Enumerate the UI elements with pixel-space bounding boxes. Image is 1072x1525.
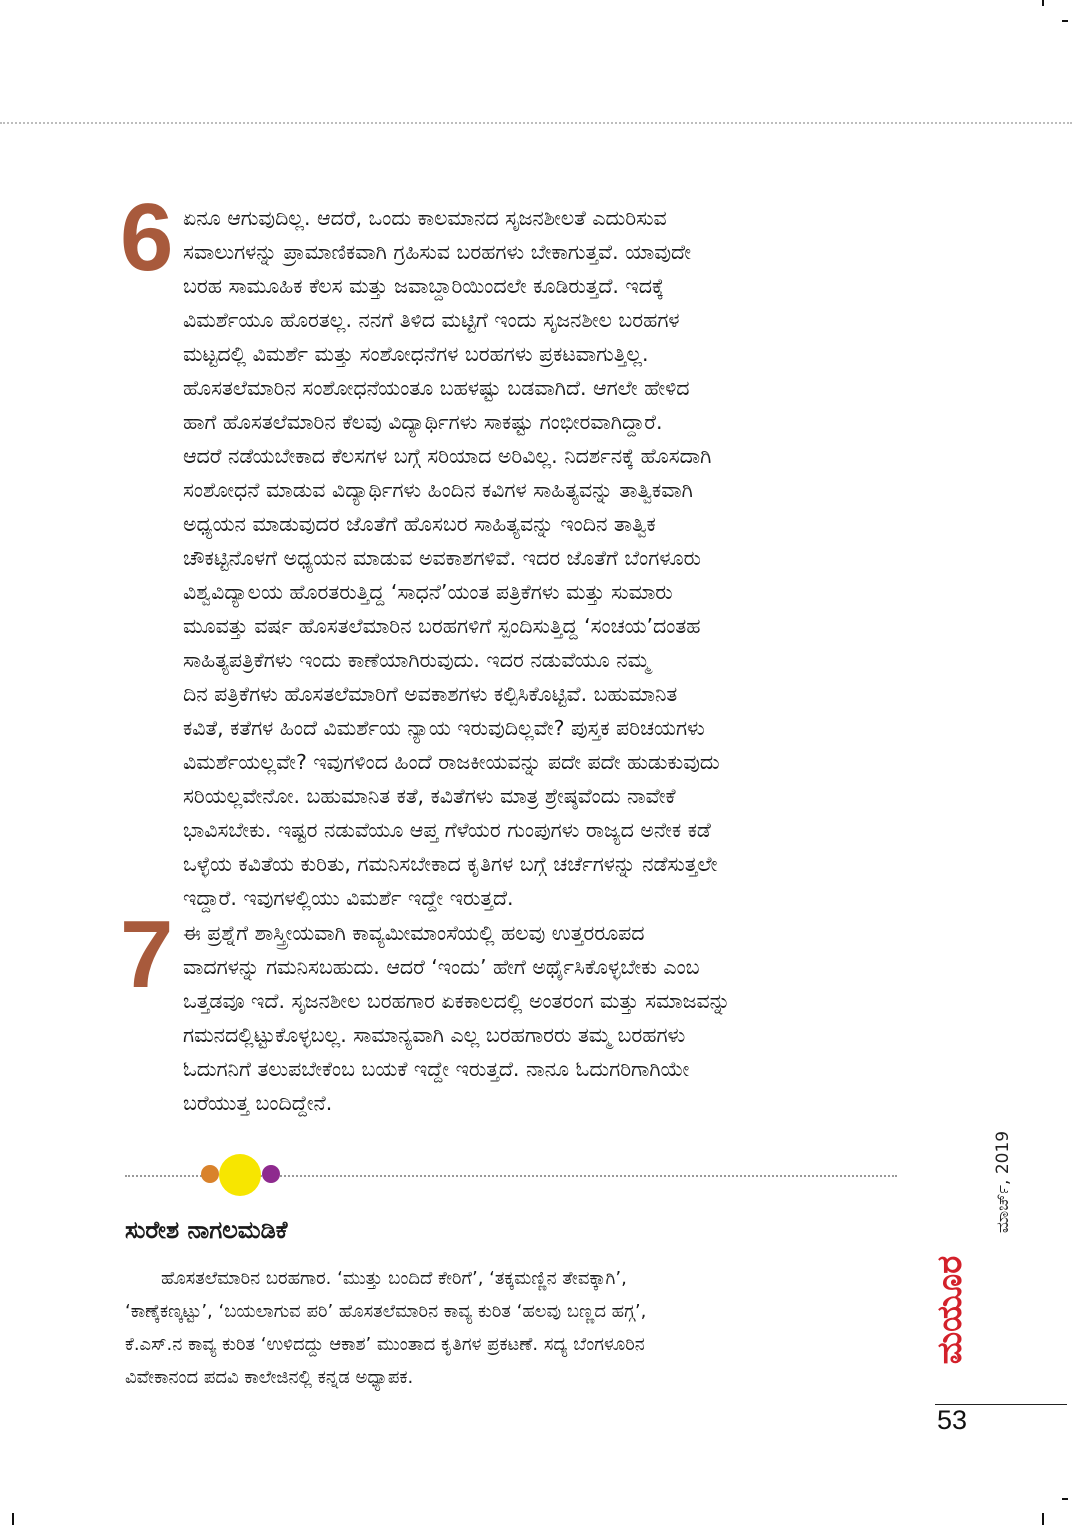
section-6-line: ಸಂಶೋಧನೆ ಮಾಡುವ ವಿದ್ಯಾರ್ಥಿಗಳು ಹಿಂದಿನ ಕವಿಗಳ ಸಾಹಿತ್ಯವನ್ನು ತಾತ್ವಿಕವಾಗಿ [183, 478, 693, 502]
section-7-line: ಒತ್ತಡವೂ ಇದೆ. ಸೃಜನಶೀಲ ಬರಹಗಾರ ಏಕಕಾಲದಲ್ಲಿ ಅಂತರಂಗ ಮತ್ತು ಸಮಾಜವನ್ನು [183, 989, 731, 1013]
section-6-line: ಹೊಸತಲೆಮಾರಿನ ಸಂಶೋಧನೆಯಂತೂ ಬಹಳಷ್ಟು ಬಡವಾಗಿದೆ. ಆಗಲೇ ಹೇಳಿದ [183, 376, 690, 400]
page-number: 53 [937, 1405, 968, 1435]
orange-dot [201, 1165, 219, 1183]
section-7-line: ಈ ಪ್ರಶ್ನೆಗೆ ಶಾಸ್ತ್ರೀಯವಾಗಿ ಕಾವ್ಯಮೀಮಾಂಸೆಯಲ್ಲಿ ಹಲವು ಉತ್ತರರೂಪದ [183, 921, 645, 945]
section-7-line: ಗಮನದಲ್ಲಿಟ್ಟುಕೊಳ್ಳಬಲ್ಲ. ಸಾಮಾನ್ಯವಾಗಿ ಎಲ್ಲ ಬರಹಗಾರರು ತಮ್ಮ ಬರಹಗಳು [183, 1023, 686, 1047]
section-6-line: ದಿನ ಪತ್ರಿಕೆಗಳು ಹೊಸತಲೆಮಾರಿಗೆ ಅವಕಾಶಗಳು ಕಲ್ಪಿಸಿಕೊಟ್ಟಿವೆ. ಬಹುಮಾನಿತ [183, 682, 678, 706]
section-7-number: 7 [120, 901, 174, 1008]
author-bio-line: ‘ಕಾಣ್ಕೆಕಣ್ಕಟ್ಟು’, ‘ಬಯಲಾಗುವ ಪರಿ’ ಹೊಸತಲೆಮಾರಿನ ಕಾವ್ಯ ಕುರಿತ ‘ಹಲವು ಬಣ್ಣದ ಹಗ್ಗ’, [125, 1301, 647, 1322]
crop-mark-bottom-right [1042, 1513, 1044, 1525]
section-6-line: ಒಳ್ಳೆಯ ಕವಿತೆಯ ಕುರಿತು, ಗಮನಿಸಬೇಕಾದ ಕೃತಿಗಳ ಬಗ್ಗೆ ಚರ್ಚೆಗಳನ್ನು ನಡೆಸುತ್ತಲೇ [183, 852, 718, 876]
section-6-line: ಸವಾಲುಗಳನ್ನು ಪ್ರಾಮಾಣಿಕವಾಗಿ ಗ್ರಹಿಸುವ ಬರಹಗಳು ಬೇಕಾಗುತ್ತವೆ. ಯಾವುದೇ [183, 240, 691, 264]
author-bio [125, 1262, 895, 1394]
crop-mark-right-bottom [1062, 1498, 1068, 1500]
section-6-line: ಬರಹ ಸಾಮೂಹಿಕ ಕೆಲಸ ಮತ್ತು ಜವಾಬ್ದಾರಿಯಿಂದಲೇ ಕೂಡಿರುತ್ತದೆ. ಇದಕ್ಕೆ [183, 274, 664, 298]
crop-mark-right-top [1062, 20, 1068, 22]
author-name: ಸುರೇಶ ನಾಗಲಮಡಿಕೆ [125, 1216, 288, 1244]
crop-mark-top-right [1042, 0, 1044, 6]
yellow-dot [219, 1154, 261, 1196]
issue-date: ಮಾರ್ಚ್, 2019 [993, 1130, 1013, 1234]
section-6-line: ಕವಿತೆ, ಕತೆಗಳ ಹಿಂದೆ ವಿಮರ್ಶೆಯ ನ್ಯಾಯ ಇರುವುದಿಲ್ಲವೇ? ಪುಸ್ತಕ ಪರಿಚಯಗಳು [183, 716, 705, 740]
section-6-line: ಚೌಕಟ್ಟಿನೊಳಗೆ ಅಧ್ಯಯನ ಮಾಡುವ ಅವಕಾಶಗಳಿವೆ. ಇದರ ಜೊತೆಗೆ ಬೆಂಗಳೂರು [183, 546, 701, 570]
section-6-line: ಮೂವತ್ತು ವರ್ಷ ಹೊಸತಲೆಮಾರಿನ ಬರಹಗಳಿಗೆ ಸ್ಪಂದಿಸುತ್ತಿದ್ದ ‘ಸಂಚಯ’ದಂತಹ [183, 614, 701, 638]
section-6-line: ಭಾವಿಸಬೇಕು. ಇಷ್ಟರ ನಡುವೆಯೂ ಆಪ್ತ ಗೆಳೆಯರ ಗುಂಪುಗಳು ರಾಜ್ಯದ ಅನೇಕ ಕಡೆ [183, 818, 711, 842]
section-7-line: ವಾದಗಳನ್ನು ಗಮನಿಸಬಹುದು. ಆದರೆ ‘ಇಂದು’ ಹೇಗೆ ಅರ್ಥೈಸಿಕೊಳ್ಳಬೇಕು ಎಂಬ [183, 955, 700, 979]
section-7-line: ಓದುಗನಿಗೆ ತಲುಪಬೇಕೆಂಬ ಬಯಕೆ ಇದ್ದೇ ಇರುತ್ತದೆ. ನಾನೂ ಓದುಗರಿಗಾಗಿಯೇ [183, 1057, 690, 1081]
section-7-text [183, 916, 903, 1120]
section-6-number: 6 [120, 184, 174, 291]
section-6-line: ಸರಿಯಲ್ಲವೇನೋ. ಬಹುಮಾನಿತ ಕತೆ, ಕವಿತೆಗಳು ಮಾತ್ರ ಶ್ರೇಷ್ಠವೆಂದು ನಾವೇಕೆ [183, 784, 676, 808]
section-6-line: ಏನೂ ಆಗುವುದಿಲ್ಲ. ಆದರೆ, ಒಂದು ಕಾಲಮಾನದ ಸೃಜನಶೀಲತೆ ಎದುರಿಸುವ [183, 206, 667, 230]
section-6-line: ಸಾಹಿತ್ಯಪತ್ರಿಕೆಗಳು ಇಂದು ಕಾಣೆಯಾಗಿರುವುದು. ಇದರ ನಡುವೆಯೂ ನಮ್ಮ [183, 648, 650, 672]
author-bio-line: ವಿವೇಕಾನಂದ ಪದವಿ ಕಾಲೇಜಿನಲ್ಲಿ ಕನ್ನಡ ಅಧ್ಯಾಪಕ. [125, 1367, 414, 1388]
top-dotted-rule [0, 122, 1072, 124]
section-6-line: ವಿಮರ್ಶೆಯಲ್ಲವೇ? ಇವುಗಳಿಂದ ಹಿಂದೆ ರಾಜಕೀಯವನ್ನು ಪದೇ ಪದೇ ಹುಡುಕುವುದು [183, 750, 720, 774]
section-6-line: ವಿಶ್ವವಿದ್ಯಾಲಯ ಹೊರತರುತ್ತಿದ್ದ ‘ಸಾಧನೆ’ಯಂತ ಪತ್ರಿಕೆಗಳು ಮತ್ತು ಸುಮಾರು [183, 580, 673, 604]
magazine-logo: ಮಯೂರ [930, 1255, 970, 1365]
section-6-line: ಇದ್ದಾರೆ. ಇವುಗಳಲ್ಲಿಯು ವಿಮರ್ಶೆ ಇದ್ದೇ ಇರುತ್ತದೆ. [183, 886, 514, 910]
section-6-line: ವಿಮರ್ಶೆಯೂ ಹೊರತಲ್ಲ. ನನಗೆ ತಿಳಿದ ಮಟ್ಟಿಗೆ ಇಂದು ಸೃಜನಶೀಲ ಬರಹಗಳ [183, 308, 680, 332]
author-bio-line: ಹೊಸತಲೆಮಾರಿನ ಬರಹಗಾರ. ‘ಮುತ್ತು ಬಂದಿದೆ ಕೇರಿಗೆ’, ‘ತಕ್ಕಮಣ್ಣಿನ ತೇವಕ್ಕಾಗಿ’, [161, 1268, 627, 1289]
section-6-line: ಮಟ್ಟದಲ್ಲಿ ವಿಮರ್ಶೆ ಮತ್ತು ಸಂಶೋಧನೆಗಳ ಬರಹಗಳು ಪ್ರಕಟವಾಗುತ್ತಿಲ್ಲ. [183, 342, 649, 366]
section-6-line: ಅಧ್ಯಯನ ಮಾಡುವುದರ ಜೊತೆಗೆ ಹೊಸಬರ ಸಾಹಿತ್ಯವನ್ನು ಇಂದಿನ ತಾತ್ವಿಕ [183, 512, 656, 536]
section-6-line: ಹಾಗೆ ಹೊಸತಲೆಮಾರಿನ ಕೆಲವು ವಿದ್ಯಾರ್ಥಿಗಳು ಸಾಕಷ್ಟು ಗಂಭೀರವಾಗಿದ್ದಾರೆ. [183, 410, 663, 434]
section-7-line: ಬರೆಯುತ್ತ ಬಂದಿದ್ದೇನೆ. [183, 1091, 333, 1115]
purple-dot [262, 1165, 280, 1183]
section-6-line: ಆದರೆ ನಡೆಯಬೇಕಾದ ಕೆಲಸಗಳ ಬಗ್ಗೆ ಸರಿಯಾದ ಅರಿವಿಲ್ಲ. ನಿದರ್ಶನಕ್ಕೆ ಹೊಸದಾಗಿ [183, 444, 712, 468]
section-6-text [183, 201, 903, 915]
author-bio-line: ಕೆ.ಎಸ್.ನ ಕಾವ್ಯ ಕುರಿತ ‘ಉಳಿದದ್ದು ಆಕಾಶ’ ಮುಂತಾದ ಕೃತಿಗಳ ಪ್ರಕಟಣೆ. ಸದ್ಯ ಬೆಂಗಳೂರಿನ [125, 1334, 645, 1355]
crop-mark-bottom-left [12, 1513, 14, 1525]
